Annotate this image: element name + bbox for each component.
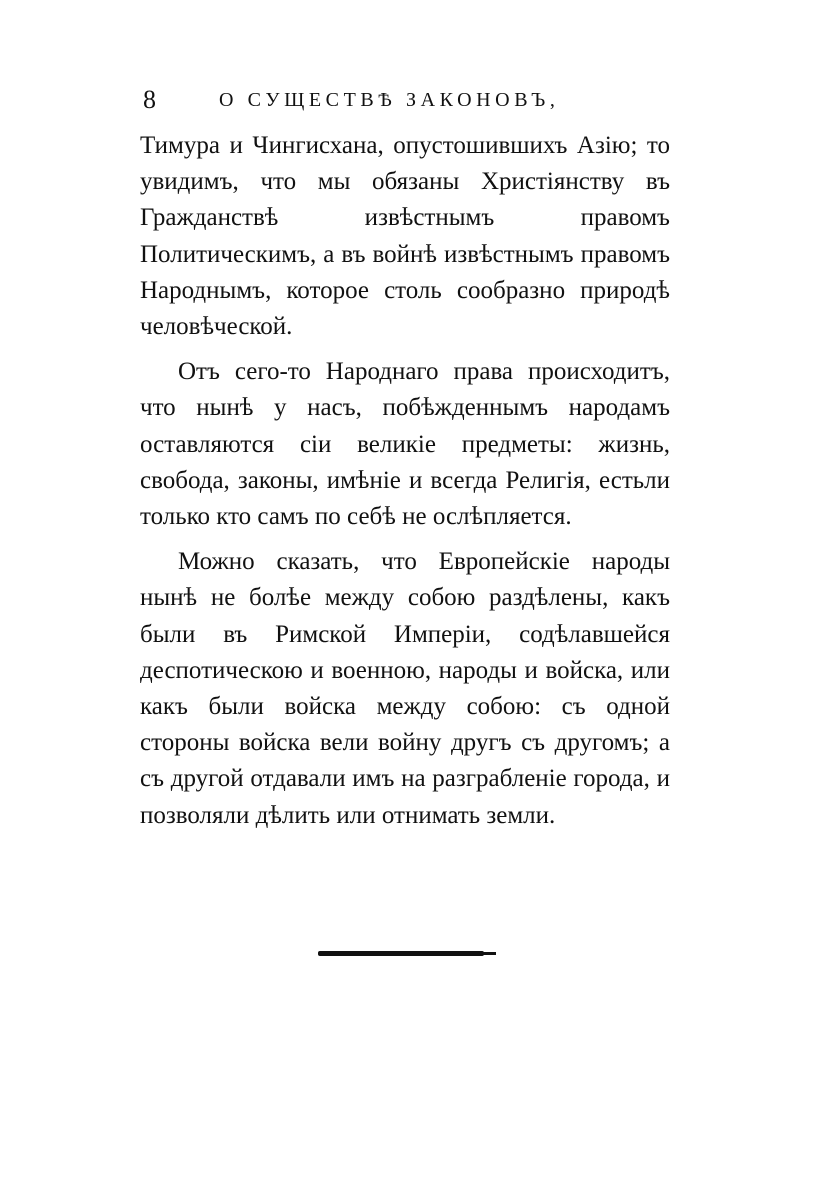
paragraph-1: Тимура и Чингисхана, опустошившихъ Азію; то увидимъ, что мы обязаны Христіянству въ Гражданствѣ извѣстнымъ правомъ Политическимъ, а въ войнѣ извѣстнымъ правомъ Народнымъ, которое столь сообразно природѣ человѣческой. [140, 132, 670, 341]
running-head [143, 82, 663, 118]
section-end-rule [318, 951, 484, 956]
paragraph-2: Отъ сего-то Народнаго права происходитъ, что нынѣ у насъ, побѣжденнымъ народамъ оставляются сіи великіе предметы: жизнь, свобода, законы, имѣніе и всегда Религія, естьли только кто самъ по себѣ не ослѣпляется. [140, 358, 670, 531]
running-title: О СУЩЕСТВѢ ЗАКОНОВЪ, [219, 89, 560, 111]
body-text [140, 128, 670, 843]
page-number: 8 [143, 85, 156, 114]
paragraph-3: Можно сказать, что Европейскіе народы нынѣ не болѣе между собою раздѣлены, какъ были въ Римской Имперіи, содѣлавшейся деспотическою и военною, народы и войска, или какъ были войска между собою: съ одной стороны войска вели войну другъ съ другомъ; а съ другой отдавали имъ на разграбленіе города, и позволяли дѣлить или отнимать земли. [140, 548, 670, 829]
